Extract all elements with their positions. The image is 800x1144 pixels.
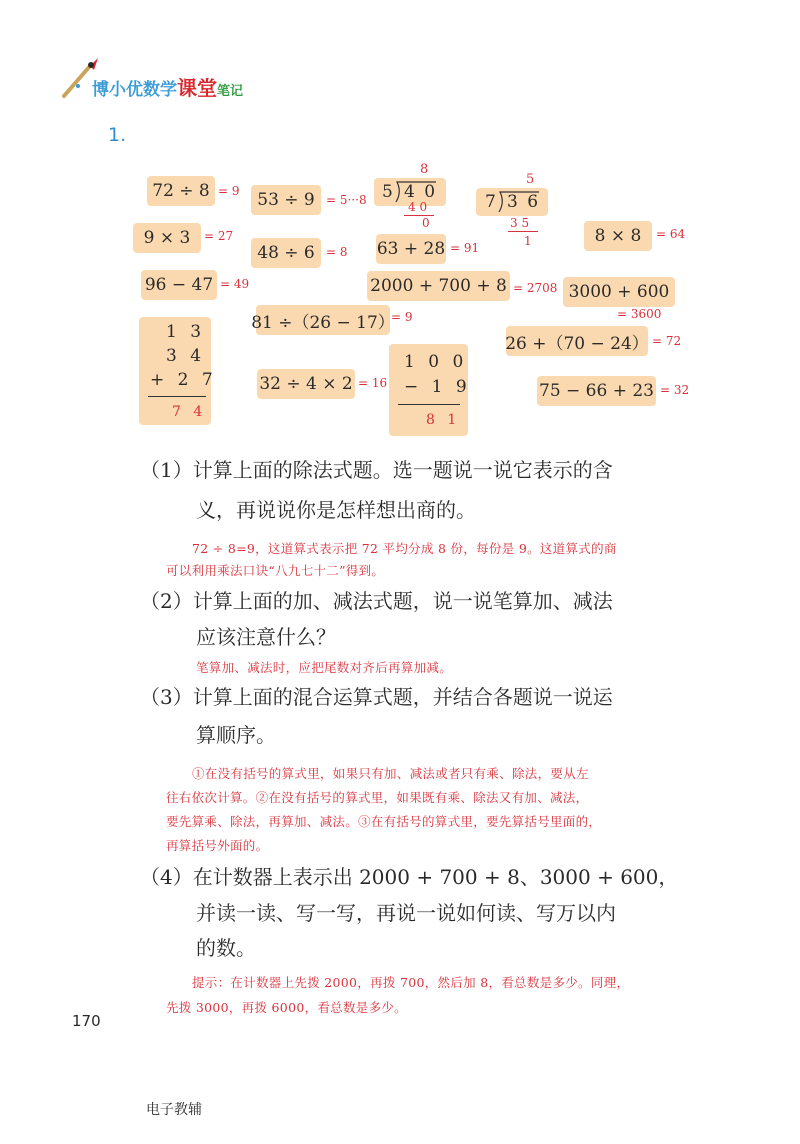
q4-note1: 提示：在计数器上先拨 2000，再拨 700，然后加 8，看总数是多少。同理， <box>192 975 630 990</box>
answer-81-div-paren: = 9 <box>391 310 413 324</box>
vadd-row3: + 2 7 <box>150 370 217 390</box>
q1-line2: 义，再说说你是怎样想出商的。 <box>196 498 476 522</box>
ldiv-sub-40: 4 0 <box>408 200 428 214</box>
answer-9-times-3: = 27 <box>204 229 234 243</box>
expr-3000-600: 3000 + 600 <box>563 277 675 307</box>
question-number: 1. <box>108 124 127 146</box>
q2-line2: 应该注意什么？ <box>196 625 336 649</box>
q1-note2: 可以利用乘法口诀“八九七十二”得到。 <box>166 563 385 578</box>
expr-2000-700-8: 2000 + 700 + 8 <box>367 271 510 301</box>
ldiv-quotient-5: 5 <box>526 172 535 187</box>
answer-48-div-6: = 8 <box>326 245 348 259</box>
ldiv-divisor-7: 7 <box>485 192 496 212</box>
q3-note3: 要先算乘、除法，再算加、减法。③在有括号的算式里，要先算括号里面的， <box>166 814 602 829</box>
vadd-row2: 3 4 <box>166 346 206 366</box>
ldiv-dividend-40: 4 0 <box>404 182 438 202</box>
brand-logo <box>92 72 243 101</box>
answer-63-plus-28: = 91 <box>450 241 480 255</box>
answer-75-66-23: = 32 <box>660 383 690 397</box>
ldiv-quotient-8: 8 <box>420 162 429 177</box>
expr-9-times-3: 9 × 3 <box>133 223 201 253</box>
q4-note2: 先拨 3000，再拨 6000，看总数是多少。 <box>166 1000 407 1015</box>
ldiv-line-2 <box>508 231 538 232</box>
q3-note1: ①在没有括号的算式里，如果只有加、减法或者只有乘、除法，要从左 <box>192 766 589 781</box>
q1-line1: （1）计算上面的除法式题。选一题说一说它表示的含 <box>140 458 613 482</box>
expr-63-plus-28: 63 + 28 <box>376 234 446 264</box>
expr-96-minus-47: 96 − 47 <box>141 270 217 300</box>
vsub-result: 8 1 <box>426 412 461 428</box>
expr-75-66-23: 75 − 66 + 23 <box>537 376 656 406</box>
q4-line1: （4）在计数器上表示出 2000 + 700 + 8、3000 + 600， <box>140 865 679 889</box>
vadd-result: 7 4 <box>172 404 207 420</box>
q3-line2: 算顺序。 <box>196 723 276 747</box>
answer-72-div-8: = 9 <box>218 184 240 198</box>
answer-96-minus-47: = 49 <box>220 277 250 291</box>
q1-note1: 72 ÷ 8=9，这道算式表示把 72 平均分成 8 份，每份是 9。这道算式的商 <box>192 541 617 556</box>
logo-part3: 笔记 <box>217 84 244 99</box>
q3-line1: （3）计算上面的混合运算式题，并结合各题说一说运 <box>140 685 613 709</box>
answer-32-div-4-times-2: = 16 <box>358 376 388 390</box>
expr-32-div-4-times-2: 32 ÷ 4 × 2 <box>257 369 355 399</box>
q3-note2: 往右依次计算。②在没有括号的算式里，如果既有乘、除法又有加、减法， <box>166 790 589 805</box>
expr-48-div-6: 48 ÷ 6 <box>251 238 321 268</box>
q2-line1: （2）计算上面的加、减法式题，说一说笔算加、减法 <box>140 589 613 613</box>
expr-26-plus-paren: 26 +（70 − 24） <box>506 326 648 356</box>
answer-8-times-8: = 64 <box>656 227 686 241</box>
expr-81-div-paren: 81 ÷（26 − 17） <box>256 305 390 335</box>
ldiv-dividend-36: 3 6 <box>507 192 541 212</box>
q2-note1: 笔算加、减法时，应把尾数对齐后再算加减。 <box>196 660 453 675</box>
footer-label: 电子教辅 <box>146 1102 202 1118</box>
ldiv-rem-1: 1 <box>524 234 532 248</box>
vsub-row2: − 1 9 <box>404 377 471 397</box>
answer-53-div-9: = 5···8 <box>326 193 367 207</box>
expr-53-div-9: 53 ÷ 9 <box>251 185 321 215</box>
logo-part2: 课堂 <box>177 76 217 100</box>
answer-3000-600: = 3600 <box>617 307 662 321</box>
ldiv-rem-0: 0 <box>422 216 430 230</box>
ldiv-divisor-5: 5 <box>382 182 393 202</box>
vadd-line <box>148 396 206 397</box>
vadd-row1: 1 3 <box>166 322 206 342</box>
logo-part1: 博小优数学 <box>92 80 177 100</box>
vsub-row1: 1 0 0 <box>404 352 468 372</box>
answer-26-plus-paren: = 72 <box>652 334 682 348</box>
ldiv-sub-35: 3 5 <box>510 216 530 230</box>
expr-72-div-8: 72 ÷ 8 <box>147 176 215 206</box>
vsub-line <box>398 404 460 405</box>
page-number: 170 <box>72 1012 101 1030</box>
q4-line2: 并读一读、写一写，再说一说如何读、写万以内 <box>196 901 616 925</box>
expr-8-times-8: 8 × 8 <box>584 221 652 251</box>
q4-line3: 的数。 <box>196 936 256 960</box>
q3-note4: 再算括号外面的。 <box>166 838 269 853</box>
answer-2000-700-8: = 2708 <box>513 281 558 295</box>
